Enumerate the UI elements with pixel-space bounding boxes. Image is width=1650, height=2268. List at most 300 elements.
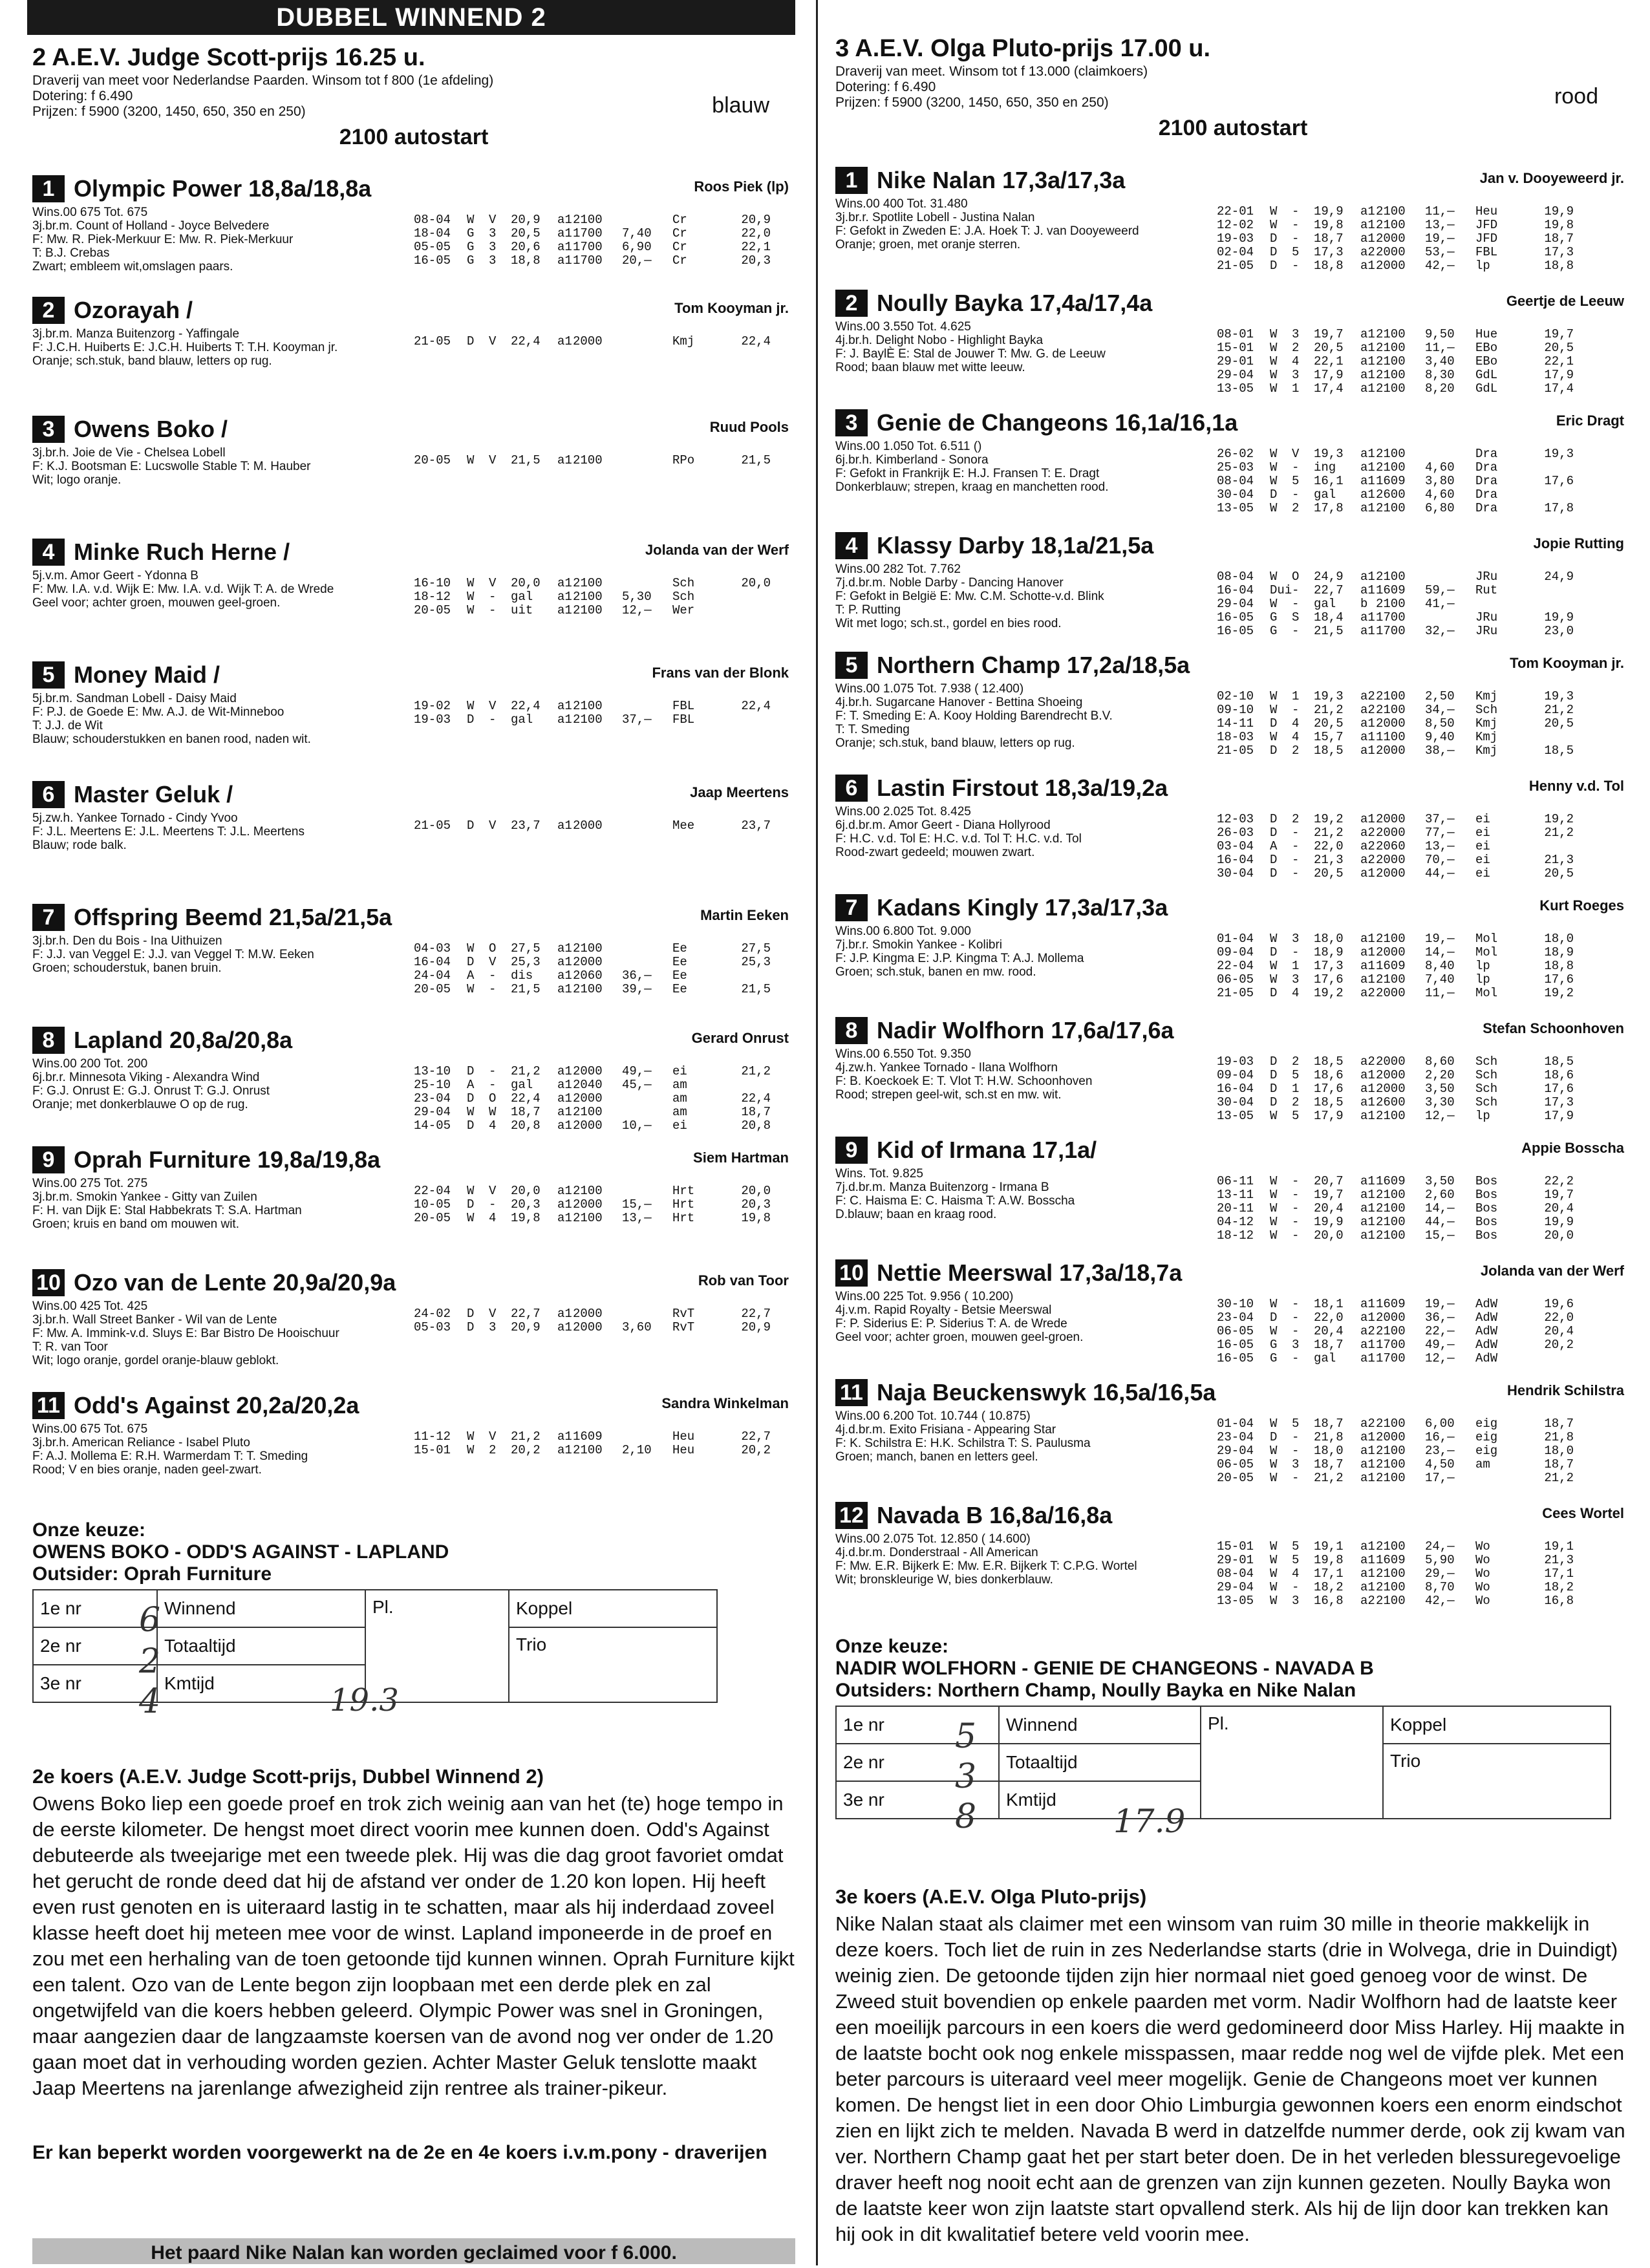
perf-cell: a1 bbox=[1360, 1471, 1375, 1485]
perf-cell: 1609 bbox=[1376, 1297, 1406, 1311]
perf-cell: W bbox=[1270, 689, 1278, 703]
perf-cell: 20,5 bbox=[1544, 341, 1574, 355]
perf-cell: a1 bbox=[1360, 381, 1375, 396]
perf-cell: 32,— bbox=[1425, 624, 1455, 638]
perf-cell: gal bbox=[1314, 487, 1336, 502]
perf-cell: 01-04 bbox=[1217, 1417, 1254, 1431]
perf-cell bbox=[1528, 840, 1574, 853]
perf-cell: 2000 bbox=[1376, 744, 1406, 758]
horse-perf bbox=[1217, 1540, 1574, 1608]
horse-info-line: Rood; strepen geel-wit, sch.st en mw. wit. bbox=[835, 1088, 1062, 1102]
perf-cell: - bbox=[1292, 1297, 1300, 1311]
perf-cell: a1 bbox=[1360, 1553, 1375, 1567]
perf-cell: a1 bbox=[1360, 341, 1375, 355]
horse-info-line: Wins.00 425 Tot. 425 bbox=[32, 1300, 148, 1313]
perf-cell: a1 bbox=[1360, 218, 1375, 232]
perf-cell: - bbox=[1292, 826, 1300, 840]
perf-cell: W bbox=[467, 1429, 475, 1444]
perf-cell: 20,5 bbox=[1314, 866, 1344, 881]
perf-cell: 06-05 bbox=[1217, 972, 1254, 987]
perf-cell: G bbox=[467, 226, 475, 241]
perf-cell bbox=[622, 819, 672, 833]
perf-cell: 2100 bbox=[1376, 1188, 1406, 1202]
perf-cell: 16-05 bbox=[1217, 610, 1254, 625]
perf-cell: Rut bbox=[1475, 583, 1498, 597]
horse-driver: Geertje de Leeuw bbox=[1506, 293, 1624, 309]
perf-cell: V bbox=[489, 1429, 497, 1444]
horse-info-line: F: Mw. E.R. Bijkerk E: Mw. E.R. Bijkerk T: C.P.G. Wortel bbox=[835, 1559, 1137, 1573]
perf-cell: W bbox=[467, 603, 475, 617]
perf-cell: ei bbox=[1475, 826, 1490, 840]
perf-cell: 20-05 bbox=[414, 982, 451, 996]
perf-cell: 24,9 bbox=[1544, 570, 1574, 584]
perf-cell: 04-03 bbox=[414, 941, 451, 956]
perf-cell: 20,4 bbox=[1544, 1201, 1574, 1215]
perf-cell: a1 bbox=[557, 1184, 572, 1198]
perf-cell bbox=[622, 1184, 672, 1198]
horse-entry bbox=[32, 779, 795, 852]
perf-cell: 04-12 bbox=[1217, 1215, 1254, 1229]
perf-cell: a1 bbox=[1360, 259, 1375, 273]
horse-info-line: F: Gefokt in Zweden E: J.A. Hoek T: J. van Dooyeweerd bbox=[835, 224, 1139, 238]
perf-cell: 19,2 bbox=[1314, 812, 1344, 826]
perf-cell: D bbox=[1270, 866, 1278, 881]
horse-entry bbox=[32, 173, 795, 273]
horse-info bbox=[32, 327, 394, 368]
perf-cell: 23-04 bbox=[1217, 1311, 1254, 1325]
perf-cell: 2 bbox=[489, 1443, 497, 1457]
perf-cell: 13-11 bbox=[1217, 1188, 1254, 1202]
perf-cell: a1 bbox=[1360, 610, 1375, 625]
perf-cell: 1700 bbox=[1376, 610, 1406, 625]
perf-cell: 2000 bbox=[1376, 231, 1406, 246]
perf-cell: 2040 bbox=[573, 1078, 603, 1092]
perf-cell: ei bbox=[1475, 839, 1490, 853]
perf-cell: a1 bbox=[557, 226, 572, 241]
horse-info-line: F: T. Smeding E: A. Kooy Holding Barendrecht B.V. bbox=[835, 709, 1113, 723]
perf-row bbox=[414, 700, 771, 713]
horse-driver: Hendrik Schilstra bbox=[1507, 1382, 1624, 1398]
race3-result-table bbox=[835, 1706, 1611, 1819]
perf-cell: W bbox=[1270, 1188, 1278, 1202]
perf-cell: 29,— bbox=[1425, 1567, 1455, 1581]
perf-cell: W bbox=[1270, 1457, 1278, 1471]
perf-row bbox=[1217, 1325, 1574, 1338]
perf-cell: 18-12 bbox=[414, 590, 451, 604]
horse-info bbox=[32, 934, 394, 975]
handwritten-kmtijd: 17.9 bbox=[1113, 1803, 1186, 1840]
perf-cell: W bbox=[1270, 570, 1278, 584]
perf-cell: 24-02 bbox=[414, 1307, 451, 1321]
race3-keuze-outsider: Outsiders: Northern Champ, Noully Bayka en Nike Nalan bbox=[835, 1680, 1356, 1701]
perf-cell: RPo bbox=[672, 453, 695, 467]
horse-info-line: 3j.br.h. American Reliance - Isabel Pluto bbox=[32, 1436, 250, 1450]
perf-cell: 2 bbox=[1292, 1095, 1300, 1109]
perf-cell: 7,40 bbox=[622, 226, 652, 241]
horse-perf bbox=[414, 819, 771, 833]
perf-cell: 1 bbox=[1292, 381, 1300, 396]
perf-cell: 8,40 bbox=[1425, 959, 1455, 973]
perf-cell: 09-10 bbox=[1217, 703, 1254, 717]
pl-cell: Pl. bbox=[1201, 1706, 1383, 1819]
perf-cell: 41,— bbox=[1425, 597, 1455, 611]
perf-row bbox=[414, 590, 771, 604]
perf-cell: Sch bbox=[1475, 1054, 1498, 1069]
perf-row bbox=[1217, 611, 1574, 625]
horse-name: Kid of Irmana 17,1a/ bbox=[877, 1137, 1097, 1163]
perf-cell: 23,7 bbox=[511, 818, 541, 833]
perf-cell: a1 bbox=[557, 453, 572, 467]
perf-cell: 5,30 bbox=[622, 590, 652, 604]
perf-cell: 21-05 bbox=[414, 818, 451, 833]
perf-cell: 20,0 bbox=[511, 576, 541, 590]
perf-cell: 03-04 bbox=[1217, 839, 1254, 853]
perf-cell: 3 bbox=[489, 1320, 497, 1334]
perf-cell: - bbox=[1292, 1188, 1300, 1202]
perf-cell: a1 bbox=[1360, 716, 1375, 731]
horse-number: 5 bbox=[32, 661, 65, 689]
perf-row bbox=[1217, 488, 1574, 502]
perf-cell: 2100 bbox=[1376, 1444, 1406, 1458]
perf-row bbox=[1217, 584, 1574, 597]
perf-cell: 1700 bbox=[1376, 1338, 1406, 1352]
horse-driver: Martin Eeken bbox=[700, 907, 789, 923]
horse-number: 8 bbox=[835, 1017, 868, 1044]
perf-row bbox=[1217, 1055, 1574, 1069]
perf-cell: G bbox=[1270, 1338, 1278, 1352]
perf-cell: A bbox=[1270, 839, 1278, 853]
perf-cell: 06-05 bbox=[1217, 1324, 1254, 1338]
horse-name: Money Maid / bbox=[74, 661, 220, 688]
perf-cell bbox=[622, 213, 672, 227]
perf-cell bbox=[1475, 1471, 1528, 1485]
perf-row bbox=[1217, 1431, 1574, 1444]
perf-cell: 20,7 bbox=[1314, 1174, 1344, 1188]
horse-name: Minke Ruch Herne / bbox=[74, 539, 290, 565]
perf-cell: 2100 bbox=[1376, 1324, 1406, 1338]
perf-cell: 2000 bbox=[573, 1118, 603, 1133]
perf-cell: 20,5 bbox=[1544, 716, 1574, 731]
perf-cell: 21,2 bbox=[511, 1064, 541, 1078]
perf-cell: a1 bbox=[1360, 1311, 1375, 1325]
perf-cell: AdW bbox=[1475, 1297, 1498, 1311]
horse-driver: Henny v.d. Tol bbox=[1528, 778, 1624, 794]
perf-cell: am bbox=[672, 1091, 687, 1106]
perf-cell: 17,8 bbox=[1544, 501, 1574, 515]
perf-cell bbox=[1528, 731, 1574, 744]
perf-cell: G bbox=[1270, 624, 1278, 638]
perf-cell: 2100 bbox=[573, 576, 603, 590]
horse-info bbox=[835, 1409, 1197, 1464]
perf-cell: - bbox=[489, 712, 497, 727]
perf-cell: 20,5 bbox=[1314, 716, 1344, 731]
perf-cell: 4 bbox=[1292, 730, 1300, 744]
perf-cell: a1 bbox=[1360, 945, 1375, 959]
perf-cell: 8,30 bbox=[1425, 368, 1455, 382]
horse-number: 11 bbox=[835, 1379, 868, 1406]
perf-cell: D bbox=[1270, 231, 1278, 246]
perf-cell: 2000 bbox=[1376, 716, 1406, 731]
perf-row bbox=[1217, 1096, 1574, 1109]
horse-name: Kadans Kingly 17,3a/17,3a bbox=[877, 894, 1168, 921]
horse-info-line: F: J.C.H. Huiberts E: J.C.H. Huiberts T: T.H. Kooyman jr. bbox=[32, 341, 338, 354]
perf-cell: W bbox=[1270, 1539, 1278, 1554]
horse-perf bbox=[1217, 328, 1574, 396]
perf-cell: 21,2 bbox=[741, 1064, 771, 1078]
perf-cell: a1 bbox=[1360, 1567, 1375, 1581]
perf-cell: 5 bbox=[1292, 1109, 1300, 1123]
perf-cell: 2000 bbox=[1376, 1068, 1406, 1082]
perf-cell: a1 bbox=[557, 603, 572, 617]
horse-driver: Jaap Meertens bbox=[690, 784, 789, 800]
horse-perf bbox=[414, 1184, 771, 1225]
perf-cell: W bbox=[467, 1105, 475, 1119]
perf-cell: 2100 bbox=[573, 453, 603, 467]
perf-row bbox=[1217, 1581, 1574, 1594]
perf-cell: 21,3 bbox=[1544, 1553, 1574, 1567]
perf-cell: a1 bbox=[1360, 1082, 1375, 1096]
perf-cell: 12-02 bbox=[1217, 218, 1254, 232]
perf-cell: D bbox=[467, 1197, 475, 1212]
perf-cell: 12,— bbox=[1425, 1109, 1455, 1123]
perf-cell bbox=[622, 1092, 672, 1106]
perf-cell: - bbox=[1292, 1215, 1300, 1229]
perf-cell: 19,7 bbox=[1314, 327, 1344, 341]
row-label: 2e nr bbox=[836, 1744, 999, 1781]
perf-cell: W bbox=[1270, 1109, 1278, 1123]
perf-cell: 2100 bbox=[573, 1211, 603, 1225]
perf-cell bbox=[1528, 584, 1574, 597]
perf-cell: 16-05 bbox=[1217, 624, 1254, 638]
perf-cell: 22-01 bbox=[1217, 204, 1254, 219]
perf-cell: 2100 bbox=[573, 1443, 603, 1457]
perf-cell: EBo bbox=[1475, 354, 1498, 369]
perf-cell: Kmj bbox=[1475, 689, 1498, 703]
race2-desc2: Dotering: f 6.490 bbox=[32, 89, 133, 103]
perf-cell: 19,8 bbox=[511, 1211, 541, 1225]
horse-perf bbox=[1217, 1417, 1574, 1485]
perf-cell: V bbox=[489, 213, 497, 227]
perf-cell: 8,50 bbox=[1425, 716, 1455, 731]
perf-cell: 19,9 bbox=[1314, 204, 1344, 219]
perf-cell: a1 bbox=[1360, 1297, 1375, 1311]
perf-cell: W bbox=[467, 1211, 475, 1225]
horse-number: 9 bbox=[32, 1146, 65, 1173]
horse-name: Navada B 16,8a/16,8a bbox=[877, 1502, 1113, 1528]
perf-cell: 18,8 bbox=[1544, 959, 1574, 973]
horse-info bbox=[32, 206, 394, 273]
perf-cell: 2100 bbox=[573, 982, 603, 996]
perf-cell: 2000 bbox=[1376, 945, 1406, 959]
perf-cell: 15-01 bbox=[414, 1443, 451, 1457]
horse-info-line: Wit met logo; sch.st., gordel en bies rood. bbox=[835, 617, 1062, 630]
perf-cell: 29-04 bbox=[1217, 1444, 1254, 1458]
perf-cell: eig bbox=[1475, 1444, 1498, 1458]
perf-cell: 05-03 bbox=[414, 1320, 451, 1334]
perf-cell: 16,— bbox=[1425, 1430, 1455, 1444]
perf-row bbox=[1217, 461, 1574, 475]
perf-row bbox=[1217, 932, 1574, 946]
horse-driver: Eric Dragt bbox=[1556, 412, 1624, 429]
perf-cell: D bbox=[467, 1118, 475, 1133]
race3-title: 3 A.E.V. Olga Pluto-prijs 17.00 u. bbox=[835, 35, 1211, 62]
perf-row bbox=[1217, 570, 1574, 584]
perf-cell: a1 bbox=[1360, 624, 1375, 638]
horse-name: Odd's Against 20,2a/20,2a bbox=[74, 1392, 359, 1418]
horse-driver: Appie Bosscha bbox=[1521, 1140, 1624, 1156]
horse-info bbox=[835, 1290, 1197, 1344]
perf-cell: 13-10 bbox=[414, 1064, 451, 1078]
perf-cell: D bbox=[1270, 1054, 1278, 1069]
perf-cell: 20,3 bbox=[741, 1197, 771, 1212]
perf-cell: 2100 bbox=[1376, 1109, 1406, 1123]
perf-cell: a1 bbox=[1360, 204, 1375, 219]
perf-cell: A bbox=[467, 1078, 475, 1092]
perf-cell: 2100 bbox=[1376, 1215, 1406, 1229]
perf-row bbox=[1217, 369, 1574, 382]
horse-number: 9 bbox=[835, 1137, 868, 1164]
perf-cell: Mol bbox=[1475, 945, 1498, 959]
perf-cell: 2100 bbox=[1376, 689, 1406, 703]
horse-info-line: 3j.br.h. Den du Bois - Ina Uithuizen bbox=[32, 934, 222, 948]
horse-info-line: 7j.d.br.m. Manza Buitenzorg - Irmana B bbox=[835, 1181, 1049, 1194]
perf-cell: D bbox=[1270, 259, 1278, 273]
horse-entry bbox=[835, 288, 1631, 396]
perf-cell: 14,— bbox=[1425, 945, 1455, 959]
perf-cell: W bbox=[1270, 703, 1278, 717]
perf-cell: - bbox=[1292, 1324, 1300, 1338]
perf-row bbox=[414, 1119, 771, 1133]
perf-cell: 18,9 bbox=[1314, 945, 1344, 959]
perf-cell: a1 bbox=[557, 818, 572, 833]
perf-cell: 2100 bbox=[1376, 1594, 1406, 1608]
perf-cell: 2600 bbox=[1376, 1095, 1406, 1109]
perf-cell: 02-10 bbox=[1217, 689, 1254, 703]
perf-cell bbox=[622, 1430, 672, 1444]
perf-cell: 16,8 bbox=[1314, 1594, 1344, 1608]
perf-cell: Sch bbox=[1475, 703, 1498, 717]
perf-cell: 19,1 bbox=[1314, 1539, 1344, 1554]
perf-cell: a1 bbox=[557, 1443, 572, 1457]
perf-cell: 3,50 bbox=[1425, 1082, 1455, 1096]
perf-cell: 13,— bbox=[1425, 839, 1455, 853]
horse-info-line: F: Mw. A. Immink-v.d. Sluys E: Bar Bistro De Hooischuur bbox=[32, 1327, 339, 1340]
perf-cell: 19,3 bbox=[1544, 689, 1574, 703]
perf-cell: W bbox=[467, 213, 475, 227]
horse-entry bbox=[32, 537, 795, 617]
perf-cell: 17,3 bbox=[1544, 1095, 1574, 1109]
perf-cell: 08-04 bbox=[1217, 474, 1254, 488]
perf-cell: 18,6 bbox=[1314, 1068, 1344, 1082]
perf-cell: 20,2 bbox=[741, 1443, 771, 1457]
horse-entry bbox=[835, 773, 1631, 881]
perf-row bbox=[1217, 1471, 1574, 1485]
perf-cell: 18,7 bbox=[1544, 1417, 1574, 1431]
horse-perf bbox=[414, 1307, 771, 1334]
perf-row bbox=[1217, 1417, 1574, 1431]
perf-cell: V bbox=[489, 334, 497, 348]
perf-cell: 23,7 bbox=[741, 818, 771, 833]
perf-cell: W bbox=[467, 576, 475, 590]
perf-cell: 26-02 bbox=[1217, 447, 1254, 461]
horse-entry bbox=[835, 650, 1631, 758]
right-column bbox=[835, 0, 1631, 2245]
perf-cell: 1700 bbox=[573, 226, 603, 241]
perf-cell bbox=[1528, 461, 1574, 475]
perf-cell: 18,7 bbox=[1544, 231, 1574, 246]
horse-name-row bbox=[32, 779, 795, 810]
perf-cell: 17,6 bbox=[1314, 972, 1344, 987]
perf-cell: - bbox=[1292, 853, 1300, 867]
perf-cell: 16-04 bbox=[1217, 853, 1254, 867]
perf-cell: 2000 bbox=[573, 334, 603, 348]
perf-cell: - bbox=[1292, 839, 1300, 853]
perf-cell: 13-05 bbox=[1217, 1594, 1254, 1608]
perf-cell: 44,— bbox=[1425, 1215, 1455, 1229]
perf-row bbox=[414, 942, 771, 956]
horse-name-row bbox=[32, 902, 795, 933]
perf-cell: 23,0 bbox=[1544, 624, 1574, 638]
perf-cell: 15,— bbox=[1425, 1228, 1455, 1243]
race2-desc1: Draverij van meet voor Nederlandse Paarden. Winsom tot f 800 (1e afdeling) bbox=[32, 73, 494, 88]
perf-cell: 16-10 bbox=[414, 576, 451, 590]
perf-cell: 18,5 bbox=[1314, 1054, 1344, 1069]
perf-cell: gal bbox=[511, 590, 533, 604]
perf-cell: - bbox=[1292, 583, 1300, 597]
horse-info-line: 4j.d.br.m. Donderstraal - All American bbox=[835, 1546, 1038, 1559]
perf-cell: 2100 bbox=[1376, 204, 1406, 219]
perf-cell: - bbox=[1292, 1311, 1300, 1325]
perf-cell: 29-04 bbox=[1217, 368, 1254, 382]
perf-cell: 2100 bbox=[1376, 1471, 1406, 1485]
perf-cell: W bbox=[467, 1184, 475, 1198]
perf-cell: 2100 bbox=[1376, 570, 1406, 584]
winnend-label: Winnend bbox=[157, 1590, 365, 1627]
perf-cell: 21,2 bbox=[1544, 703, 1574, 717]
perf-cell: b bbox=[1360, 597, 1368, 611]
perf-cell: a2 bbox=[1360, 703, 1375, 717]
perf-cell: O bbox=[489, 1091, 497, 1106]
perf-cell: 14-05 bbox=[414, 1118, 451, 1133]
perf-cell: W bbox=[1270, 1215, 1278, 1229]
horse-info-line: 6j.br.r. Minnesota Viking - Alexandra Wind bbox=[32, 1071, 260, 1084]
horse-info-line: 3j.br.m. Manza Buitenzorg - Yaffingale bbox=[32, 327, 240, 341]
perf-cell: 18,0 bbox=[1544, 1444, 1574, 1458]
perf-cell: 16-04 bbox=[1217, 1082, 1254, 1096]
perf-row bbox=[1217, 1311, 1574, 1325]
horse-perf bbox=[414, 335, 771, 348]
perf-cell: 2000 bbox=[1376, 986, 1406, 1000]
perf-cell: D bbox=[1270, 826, 1278, 840]
perf-cell: a1 bbox=[557, 1064, 572, 1078]
perf-cell: a1 bbox=[557, 213, 572, 227]
horse-info-line: F: J. BaylÈ E: Stal de Jouwer T: Mw. G. de Leeuw bbox=[835, 347, 1106, 361]
perf-cell: 45,— bbox=[622, 1078, 652, 1092]
horse-info bbox=[32, 446, 394, 487]
perf-cell: 22,7 bbox=[511, 1307, 541, 1321]
row-label: 2e nr bbox=[33, 1627, 157, 1665]
perf-cell: 20,9 bbox=[511, 1320, 541, 1334]
perf-cell: a1 bbox=[557, 1320, 572, 1334]
perf-cell: 21,5 bbox=[511, 453, 541, 467]
perf-cell: 20,4 bbox=[1314, 1201, 1344, 1215]
perf-cell bbox=[622, 454, 672, 467]
perf-row bbox=[1217, 1109, 1574, 1123]
perf-cell: - bbox=[489, 982, 497, 996]
perf-cell: 22,7 bbox=[1314, 583, 1344, 597]
perf-cell: D bbox=[1270, 1311, 1278, 1325]
perf-cell: 3 bbox=[1292, 1594, 1300, 1608]
